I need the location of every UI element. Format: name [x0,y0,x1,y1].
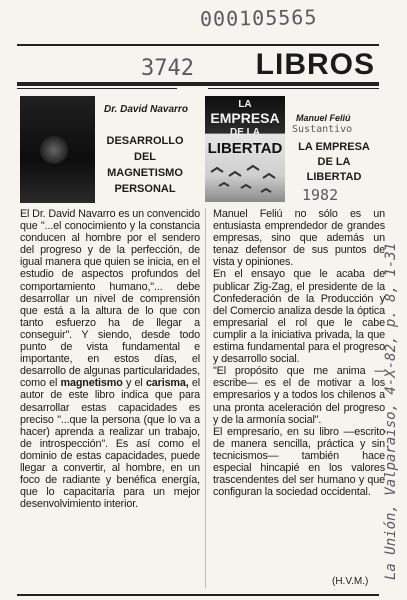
review-text-right: Manuel Feliú no sólo es un entusiasta emprendedor de grandes empresas, sino que además un tenaz defensor de sus puntos de vista y opiniones. En el ensayo que le acaba de publicar Zig-Zag, el presidente de la Confederación de la Producción y del Comercio analiza desde la óptica empresarial el rol que le cabe cumplir a la iniciativa privada, la que estima fundamental para el progreso y desarrollo social. "El propósito que me anima —escribe— es el de motivar a los empresarios y a todos los chilenos a una pronta aceleración del progreso y de la armonía social". El empresario, en su libro —escrito de manera sencilla, práctica y sin tecnicismos— también hace especial hincapié en los valores trascendentes del ser humano y que configuran la sociedad occidental. [213,208,385,499]
divider [17,88,177,89]
column-divider [205,208,206,588]
birds-illustration [205,162,285,202]
cover-title-line: EMPRESA [210,110,280,126]
call-number-handwritten: 3742 [141,56,194,81]
book-author: Dr. David Navarro [104,104,188,115]
reviewer-initials: (H.V.M.) [332,576,369,587]
review-text: El Dr. David Navarro es un convencido que "...el conocimiento y la constancia conducen al hombre por el sendero del progreso y de la perfección, de igual manera que quien se inicia, en el estudio de aspectos profundos del comportamiento humano,"... debe desarrollar un nivel de comprensión que está a la altura de lo que con tanto esfuerzo ha de llegar a conseguir". Y siendo, desde todo punto de vista fundamental e importante, en estos días, el desarrollo de algunas particularidades, como el [20,208,200,390]
handwritten-note: Sustantivo [292,124,353,135]
review-text: el autor de este libro indica que para desarrollar estas capacidades es preciso "...que la persona (que lo va a hacer) aprenda a realizar un trabajo, de introspección". Es así como el dominio de estas capacidades, puede llegar a convertir, al hombre, en un foco de radiante y benéfica energía, que lo capacitaría para un mejor desenvolvimiento interior. [20,377,200,511]
book-cover-image [20,96,95,203]
handwritten-year: 1982 [302,186,339,204]
section-header [17,44,379,86]
emphasized-term: magnetismo [60,377,123,390]
book-cover-image [205,96,285,202]
divider [208,88,379,89]
handwritten-source-note: La Unión, Valparaíso, 4-X-82, p. 8, 1-31 [383,242,399,580]
section-title: LIBROS [255,48,375,81]
book-title: DESARROLLO DEL MAGNETISMO PERSONAL [106,135,184,195]
cover-title-line: DE LA [230,127,260,138]
review-text-left [20,208,200,510]
archive-number-handwritten: 000105565 [199,4,318,32]
divider [17,594,379,596]
review-text: y el [122,377,146,390]
cover-title-line: LIBERTAD [207,140,283,157]
book-title: LA EMPRESA DE LA LIBERTAD [298,141,370,183]
emphasized-term: carisma, [145,377,189,390]
book-author: Manuel Feliú [296,113,351,123]
cover-title [205,98,285,156]
cover-title-line: LA [238,99,252,110]
